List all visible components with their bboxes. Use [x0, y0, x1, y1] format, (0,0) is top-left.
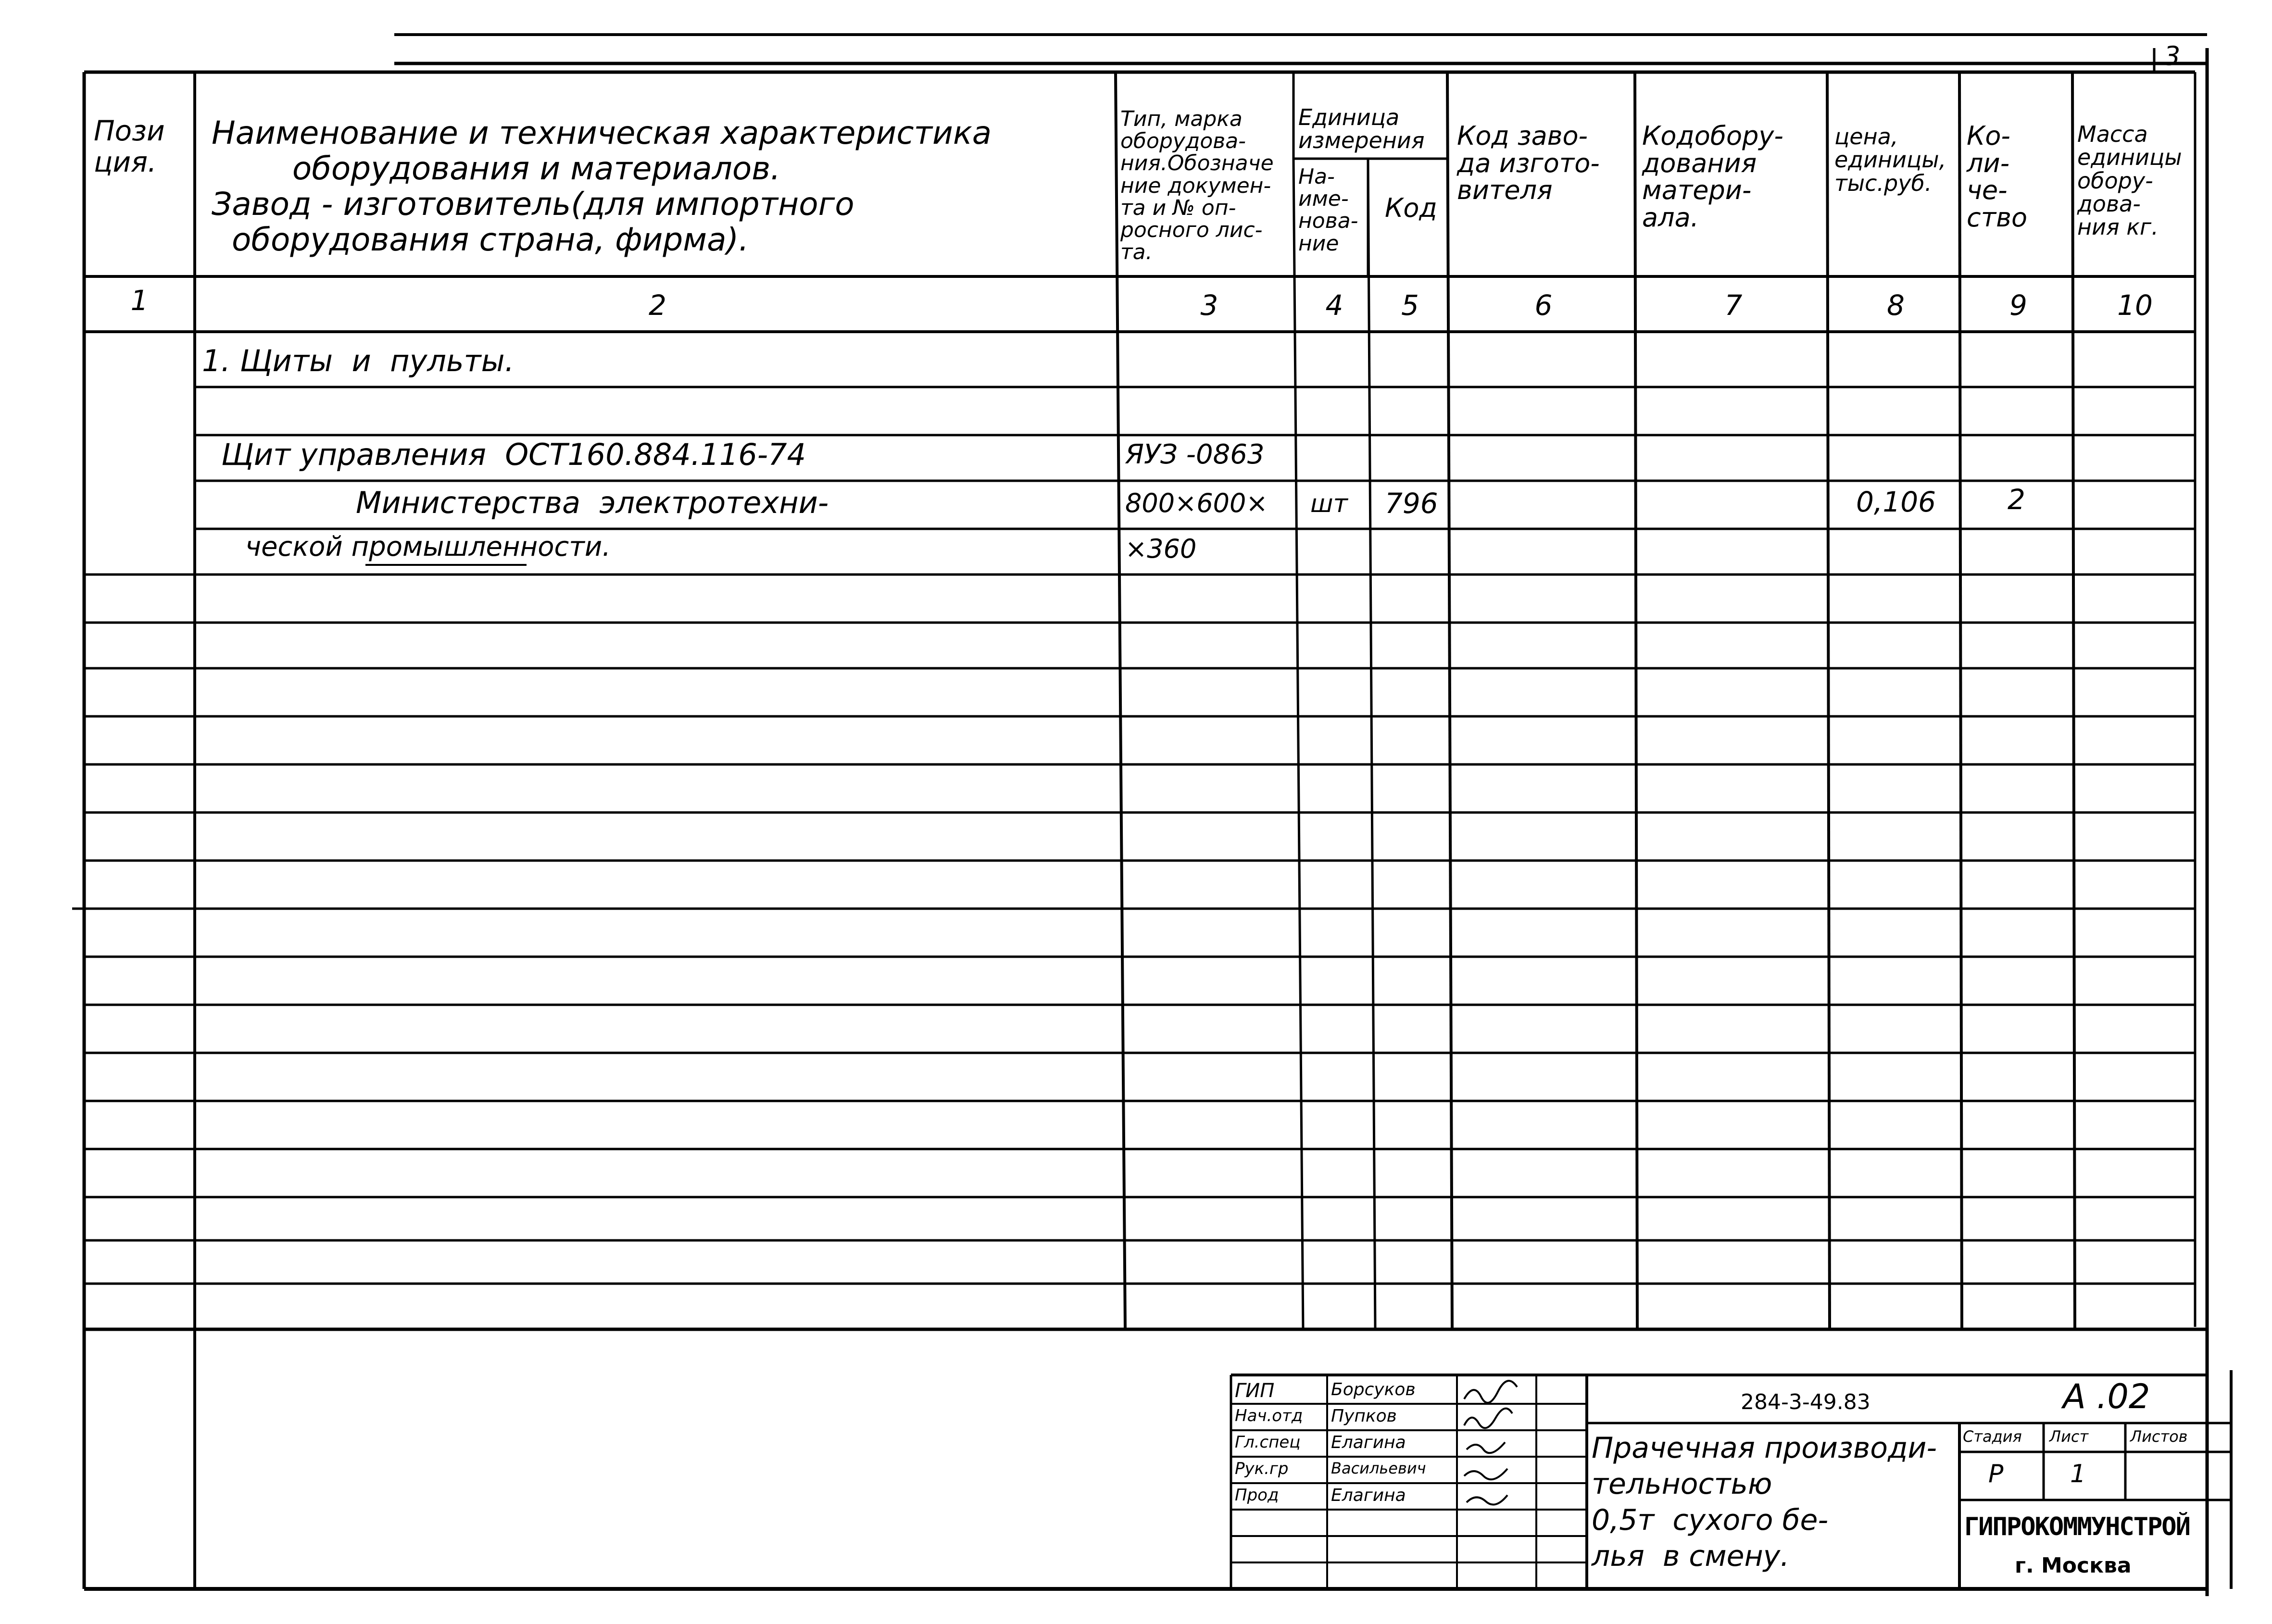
- stamp-sheets-label: Листов: [2130, 1427, 2188, 1446]
- stamp-title: Прачечная производи- тельностью 0,5т сухого бе- лья в смену.: [1592, 1431, 1937, 1573]
- row-4-code: 796: [1385, 487, 1438, 520]
- row-3-type: ЯУЗ -0863: [1125, 439, 1265, 470]
- col-header-quantity: Ко- ли- че- ство: [1967, 121, 2028, 233]
- stamp-stage-label: Стадия: [1963, 1427, 2022, 1446]
- stamp-role-1: ГИП: [1235, 1380, 1275, 1402]
- stamp-role-5: Прод: [1235, 1486, 1279, 1505]
- stamp-sheet-value: 1: [2070, 1460, 2086, 1488]
- stamp-name-5: Елагина: [1331, 1486, 1406, 1505]
- col-number-6: 6: [1534, 289, 1553, 322]
- col-number-4: 4: [1325, 289, 1343, 322]
- col-header-unit-code: Код: [1385, 193, 1437, 223]
- stamp-sheet-label: Лист: [2049, 1427, 2089, 1446]
- stamp-name-2: Пупков: [1331, 1406, 1397, 1426]
- col-number-7: 7: [1724, 289, 1743, 322]
- row-4-type: 800×600×: [1125, 488, 1268, 518]
- row-4-quantity: 2: [2008, 483, 2025, 516]
- stamp-role-2: Нач.отд: [1235, 1406, 1303, 1425]
- sheet-number: 3: [2164, 41, 2181, 71]
- col-header-name: Наименование и техническая характеристика оборудования и материалов. Завод - изготовитель(для импортного оборудования страна, фирма).: [212, 114, 992, 258]
- col-number-9: 9: [2009, 289, 2027, 322]
- stamp-sheet-mark: А .02: [2063, 1377, 2150, 1416]
- row-5-type: ×360: [1125, 534, 1197, 564]
- col-header-manufacturer-code: Код заво- да изгото- вителя: [1457, 121, 1600, 206]
- stamp-stage-value: Р: [1988, 1460, 2004, 1488]
- col-number-5: 5: [1401, 289, 1419, 322]
- col-header-position: Пози ция.: [94, 114, 165, 178]
- col-number-8: 8: [1887, 289, 1905, 322]
- row-4-unit: шт: [1310, 489, 1348, 518]
- col-header-price: цена, единицы, тыс.руб.: [1834, 124, 1946, 196]
- stamp-doc-code: 284-3-49.83: [1741, 1390, 1870, 1414]
- col-number-1: 1: [130, 284, 149, 317]
- col-header-unit-name: На- име- нова- ние: [1298, 164, 1358, 256]
- col-number-10: 10: [2117, 289, 2153, 322]
- stamp-name-3: Елагина: [1331, 1433, 1406, 1452]
- col-header-type: Тип, марка оборудова- ния.Обозначе ние докумен- та и № оп- росного лис- та.: [1120, 107, 1274, 265]
- col-number-3: 3: [1200, 289, 1218, 322]
- stamp-role-3: Гл.спец: [1235, 1433, 1301, 1452]
- stamp-organization: ГИПРОКОММУНСТРОЙ: [1964, 1512, 2190, 1541]
- col-header-equipment-code: Кодобору- дования матери- ала.: [1642, 121, 1783, 233]
- row-5-name: ческой промышленности.: [245, 531, 611, 562]
- stamp-role-4: Рук.гр: [1235, 1459, 1289, 1478]
- row-1-name: 1. Щиты и пульты.: [202, 343, 515, 378]
- col-number-2: 2: [649, 289, 666, 322]
- stamp-name-4: Васильевич: [1331, 1459, 1426, 1477]
- row-3-name: Щит управления ОСТ160.884.116-74: [221, 437, 806, 472]
- stamp-name-1: Борсуков: [1331, 1380, 1416, 1399]
- stamp-city: г. Москва: [2015, 1553, 2132, 1578]
- row-4-price: 0,106: [1856, 486, 1936, 518]
- signatures: [1459, 1377, 1536, 1512]
- col-header-mass: Масса единицы обору- дова- ния кг.: [2077, 121, 2182, 240]
- col-header-unit: Единица измерения: [1298, 104, 1425, 154]
- row-4-name: Министерства электротехни-: [356, 485, 829, 520]
